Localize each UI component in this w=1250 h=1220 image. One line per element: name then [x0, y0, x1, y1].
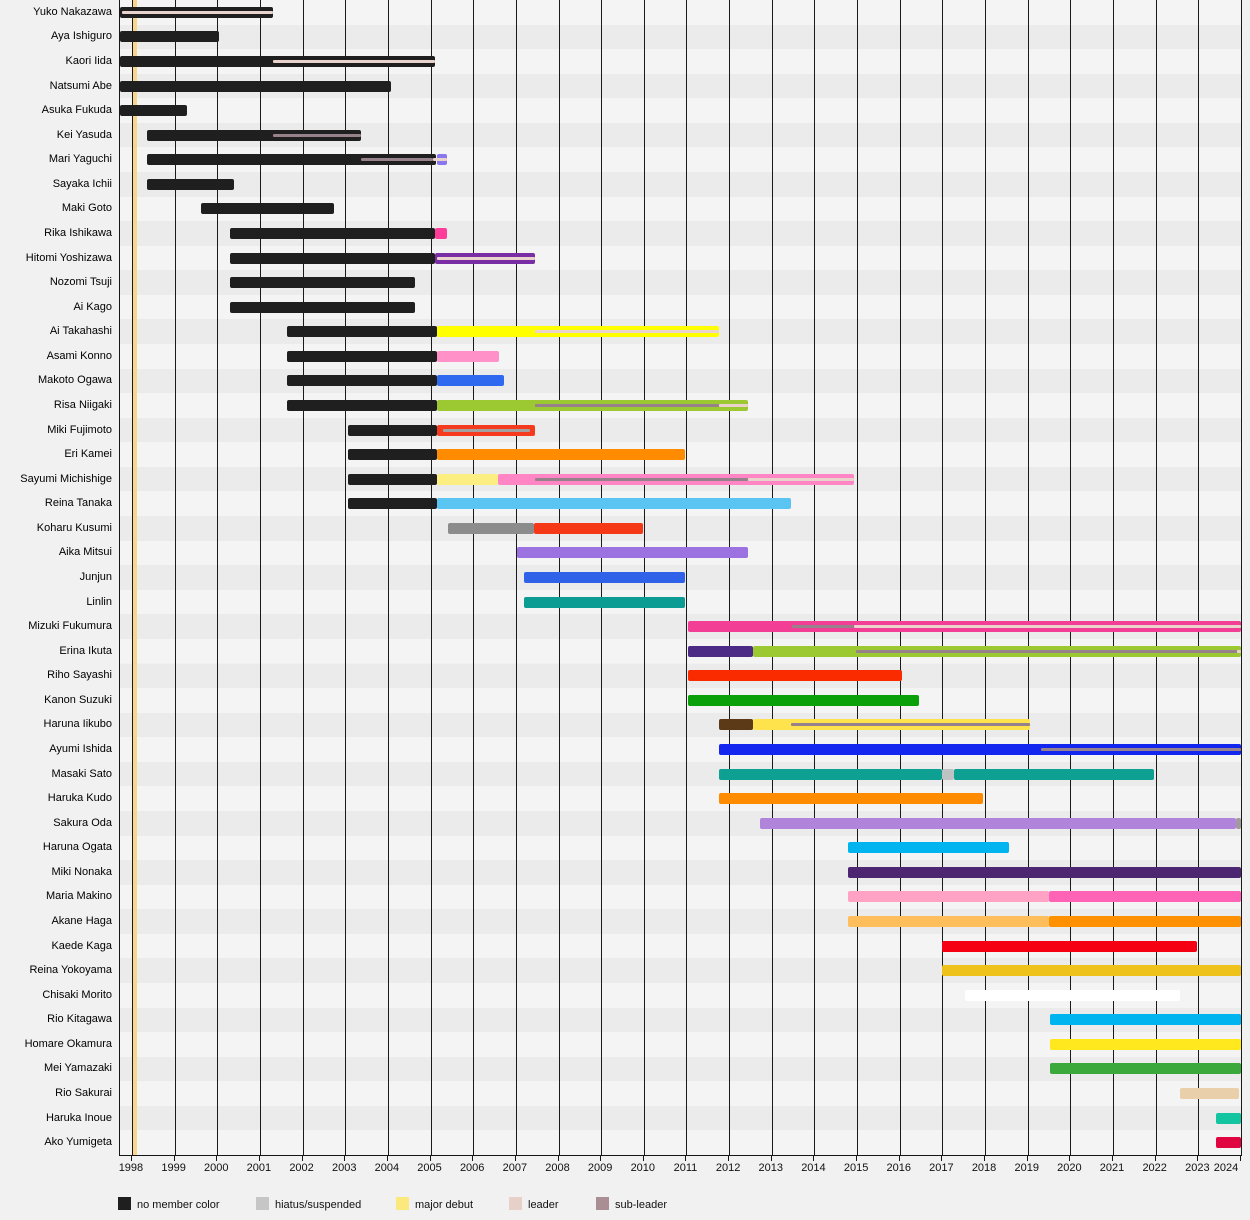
member-label: Reina Tanaka — [44, 497, 112, 510]
year-tick-label: 1999 — [161, 1162, 186, 1174]
year-gridline — [345, 0, 346, 1155]
tenure-bar-segment — [230, 277, 414, 288]
legend-item — [256, 1197, 361, 1212]
member-label: Asami Konno — [46, 349, 112, 362]
legend-item — [509, 1197, 559, 1212]
tenure-bar-segment — [348, 449, 436, 460]
tenure-bar-segment — [1216, 1137, 1241, 1148]
tenure-bar-segment — [287, 400, 437, 411]
year-gridline — [686, 0, 687, 1155]
year-tick — [1027, 1156, 1028, 1161]
role-stripe-subleader — [273, 134, 362, 137]
legend-label: no member color — [137, 1199, 220, 1211]
year-tick-label: 2011 — [673, 1162, 698, 1174]
role-stripe-subleader — [361, 158, 432, 161]
year-gridline — [1241, 0, 1242, 1155]
role-stripe-subleader — [1041, 748, 1241, 751]
year-tick-label: 2003 — [331, 1162, 357, 1174]
legend-swatch-icon — [396, 1197, 409, 1210]
tenure-bar-segment — [437, 449, 685, 460]
role-stripe-leader — [273, 60, 435, 63]
year-tick-label: 2021 — [1099, 1162, 1125, 1174]
year-tick-label: 1998 — [118, 1162, 144, 1174]
year-tick-label: 2023 — [1185, 1162, 1210, 1174]
member-label: Asuka Fukuda — [41, 104, 112, 117]
tenure-bar-segment — [719, 769, 942, 780]
tenure-bar-segment — [1049, 891, 1241, 902]
year-tick — [558, 1156, 559, 1161]
member-label: Sayaka Ichii — [52, 177, 112, 190]
row-band — [120, 836, 1241, 861]
year-tick — [259, 1156, 260, 1161]
year-tick-label: 2001 — [246, 1162, 272, 1174]
member-label: Kei Yasuda — [56, 128, 112, 141]
member-label: Mei Yamazaki — [43, 1062, 112, 1075]
tenure-bar-segment — [965, 990, 1180, 1001]
year-tick-label: 2022 — [1142, 1162, 1167, 1174]
member-label: Nozomi Tsuji — [49, 276, 112, 289]
member-label: Masaki Sato — [51, 767, 112, 780]
member-label: Ai Takahashi — [49, 325, 112, 338]
member-label: Linlin — [86, 595, 112, 608]
tenure-bar-segment — [524, 597, 685, 608]
member-label: Kaede Kaga — [51, 939, 112, 952]
year-gridline — [814, 0, 815, 1155]
tenure-bar-segment — [954, 769, 1154, 780]
role-stripe-leader — [433, 158, 447, 161]
member-label: Chisaki Morito — [42, 988, 112, 1001]
row-band — [120, 172, 1241, 197]
role-stripe-subleader — [856, 650, 1237, 653]
year-gridline — [303, 0, 304, 1155]
member-label: Eri Kamei — [64, 448, 112, 461]
year-gridline — [772, 0, 773, 1155]
member-label: Kanon Suzuki — [44, 693, 112, 706]
row-band — [120, 25, 1241, 50]
year-gridline — [729, 0, 730, 1155]
member-label: Maria Makino — [45, 890, 112, 903]
year-gridline — [388, 0, 389, 1155]
year-tick — [1155, 1156, 1156, 1161]
year-tick-label: 2000 — [204, 1162, 229, 1174]
member-label: Aika Mitsui — [58, 546, 112, 559]
tenure-bar-segment — [524, 572, 685, 583]
member-label: Sayumi Michishige — [20, 472, 112, 485]
year-tick — [515, 1156, 516, 1161]
member-label: Haruna Ogata — [42, 841, 112, 854]
tenure-bar-segment — [348, 474, 436, 485]
year-tick — [1069, 1156, 1070, 1161]
year-gridline — [516, 0, 517, 1155]
year-tick — [685, 1156, 686, 1161]
year-tick — [813, 1156, 814, 1161]
legend-item — [396, 1197, 473, 1212]
year-tick — [728, 1156, 729, 1161]
member-label: Haruka Kudo — [47, 792, 112, 805]
year-tick-label: 2004 — [374, 1162, 400, 1174]
member-label: Ayumi Ishida — [49, 743, 112, 756]
year-tick — [387, 1156, 388, 1161]
year-gridline — [942, 0, 943, 1155]
row-band — [120, 418, 1241, 443]
tenure-bar-segment — [287, 375, 437, 386]
row-band — [120, 713, 1241, 738]
year-tick — [899, 1156, 900, 1161]
legend-swatch-icon — [509, 1197, 522, 1210]
member-label: Haruka Inoue — [45, 1111, 112, 1124]
member-label: Homare Okamura — [24, 1037, 112, 1050]
member-label: Sakura Oda — [53, 816, 112, 829]
member-label: Aya Ishiguro — [51, 30, 112, 43]
member-label: Hitomi Yoshizawa — [25, 251, 112, 264]
tenure-bar-segment — [120, 105, 187, 116]
row-band — [120, 0, 1241, 25]
tenure-bar-segment — [1180, 1088, 1239, 1099]
year-tick-label: 2019 — [1014, 1162, 1039, 1174]
tenure-bar-segment — [719, 719, 754, 730]
row-band — [120, 98, 1241, 123]
role-stripe-hiatus — [443, 429, 530, 432]
member-label: Makoto Ogawa — [38, 374, 112, 387]
year-tick — [771, 1156, 772, 1161]
year-gridline — [1070, 0, 1071, 1155]
year-tick-label: 2014 — [801, 1162, 826, 1174]
year-tick — [984, 1156, 985, 1161]
member-label: Riho Sayashi — [47, 669, 112, 682]
role-stripe-leader — [122, 11, 273, 14]
legend-label: major debut — [415, 1199, 474, 1211]
year-gridline — [473, 0, 474, 1155]
tenure-bar-segment — [147, 179, 234, 190]
member-label: Rio Kitagawa — [47, 1013, 112, 1026]
legend-label: sub-leader — [615, 1199, 667, 1211]
year-tick-label: 2013 — [758, 1162, 784, 1174]
tenure-bar-segment — [120, 31, 219, 42]
year-tick-label: 2010 — [630, 1162, 656, 1174]
member-label: Rio Sakurai — [55, 1087, 112, 1100]
year-gridline — [1198, 0, 1199, 1155]
year-tick-label: 2008 — [545, 1162, 570, 1174]
legend-label: hiatus/suspended — [275, 1199, 362, 1211]
year-tick — [1197, 1156, 1198, 1161]
member-label: Rika Ishikawa — [44, 226, 112, 239]
year-tick — [1240, 1156, 1241, 1161]
member-label: Akane Haga — [51, 915, 112, 928]
tenure-bar-segment — [688, 670, 902, 681]
tenure-bar-segment — [942, 941, 1198, 952]
year-tick — [856, 1156, 857, 1161]
tenure-bar-segment — [1216, 1113, 1241, 1124]
row-band — [120, 664, 1241, 689]
year-tick-label: 2007 — [502, 1162, 528, 1174]
tenure-bar-segment — [435, 228, 447, 239]
tenure-bar-segment — [942, 769, 954, 780]
year-tick — [941, 1156, 942, 1161]
year-tick-label: 2012 — [715, 1162, 741, 1174]
tenure-bar-segment — [348, 498, 436, 509]
tenure-bar-segment — [120, 81, 391, 92]
year-tick — [643, 1156, 644, 1161]
tenure-bar-segment — [848, 891, 1049, 902]
year-gridline — [175, 0, 176, 1155]
tenure-bar-segment — [848, 867, 1241, 878]
tenure-bar-segment — [437, 498, 791, 509]
year-tick — [216, 1156, 217, 1161]
legend-swatch-icon — [256, 1197, 269, 1210]
row-band — [120, 1130, 1241, 1155]
year-gridline — [1113, 0, 1114, 1155]
year-tick — [430, 1156, 431, 1161]
member-label: Koharu Kusumi — [36, 521, 112, 534]
legend-swatch-icon — [596, 1197, 609, 1210]
member-label: Miki Fujimoto — [47, 423, 112, 436]
tenure-bar-segment — [1236, 818, 1241, 829]
tenure-bar-segment — [437, 474, 498, 485]
member-label: Yuko Nakazawa — [33, 5, 112, 18]
year-tick — [131, 1156, 132, 1161]
tenure-bar-segment — [287, 351, 437, 362]
tenure-bar-segment — [287, 326, 437, 337]
member-label: Haruna Iikubo — [43, 718, 112, 731]
year-tick — [302, 1156, 303, 1161]
tenure-bar-segment — [719, 793, 983, 804]
member-label: Ako Yumigeta — [44, 1136, 112, 1149]
tenure-bar-segment — [1050, 1063, 1241, 1074]
tenure-bar-segment — [1049, 916, 1241, 927]
role-stripe-subleader — [791, 723, 1030, 726]
year-tick-label: 2005 — [417, 1162, 442, 1174]
role-stripe-leader — [854, 625, 1240, 628]
row-band — [120, 516, 1241, 541]
tenure-bar-segment — [1050, 1014, 1241, 1025]
year-tick — [344, 1156, 345, 1161]
row-band — [120, 1081, 1241, 1106]
year-gridline — [900, 0, 901, 1155]
year-tick — [472, 1156, 473, 1161]
role-stripe-subleader — [792, 625, 854, 628]
year-gridline — [217, 0, 218, 1155]
year-tick-label: 2006 — [459, 1162, 485, 1174]
tenure-bar-segment — [942, 965, 1241, 976]
tenure-bar-segment — [437, 351, 499, 362]
role-stripe-leader — [535, 330, 719, 333]
tenure-bar-segment — [437, 375, 504, 386]
year-gridline — [1156, 0, 1157, 1155]
row-band — [120, 688, 1241, 713]
role-stripe-leader — [1237, 650, 1241, 653]
plot-area — [119, 0, 1242, 1156]
year-tick-label: 2024 — [1213, 1162, 1239, 1174]
tenure-bar-segment — [848, 842, 1009, 853]
member-label: Risa Niigaki — [53, 398, 112, 411]
tenure-bar-segment — [688, 695, 919, 706]
tenure-bar-segment — [534, 523, 642, 534]
major-debut-line — [133, 0, 137, 1155]
year-tick-label: 2020 — [1057, 1162, 1082, 1174]
tenure-bar-segment — [230, 302, 414, 313]
year-tick — [1112, 1156, 1113, 1161]
tenure-bar-segment — [201, 203, 333, 214]
year-tick — [600, 1156, 601, 1161]
year-tick — [174, 1156, 175, 1161]
role-stripe-leader — [719, 404, 748, 407]
member-label: Kaori Iida — [65, 54, 112, 67]
role-stripe-subleader — [535, 404, 719, 407]
tenure-bar-segment — [517, 547, 748, 558]
tenure-bar-segment — [348, 425, 436, 436]
member-label: Maki Goto — [61, 202, 112, 215]
year-gridline — [1028, 0, 1029, 1155]
year-tick-label: 2016 — [886, 1162, 911, 1174]
member-label: Junjun — [79, 571, 112, 583]
year-tick-label: 2009 — [587, 1162, 613, 1174]
year-gridline — [985, 0, 986, 1155]
member-label: Erina Ikuta — [59, 644, 112, 657]
tenure-bar-segment — [760, 818, 1236, 829]
tenure-bar-segment — [448, 523, 535, 534]
member-label: Miki Nonaka — [51, 865, 112, 878]
year-gridline — [260, 0, 261, 1155]
tenure-bar-segment — [230, 228, 434, 239]
tenure-bar-segment — [848, 916, 1049, 927]
year-tick-label: 2017 — [929, 1162, 954, 1174]
year-tick-label: 2002 — [289, 1162, 314, 1174]
year-tick-label: 2015 — [843, 1162, 869, 1174]
row-band — [120, 1106, 1241, 1131]
legend-item — [596, 1197, 667, 1212]
role-stripe-subleader — [535, 478, 748, 481]
legend-swatch-icon — [118, 1197, 131, 1210]
legend-item — [118, 1197, 220, 1212]
year-tick-label: 2018 — [971, 1162, 997, 1174]
member-label: Ai Kago — [73, 300, 112, 313]
tenure-bar-segment — [1050, 1039, 1241, 1050]
year-gridline — [431, 0, 432, 1155]
legend-label: leader — [528, 1199, 559, 1211]
row-band — [120, 786, 1241, 811]
member-label: Natsumi Abe — [49, 79, 112, 92]
member-label: Reina Yokoyama — [29, 964, 112, 977]
tenure-bar-segment — [688, 646, 754, 657]
role-stripe-leader — [748, 478, 854, 481]
tenure-bar-segment — [230, 253, 434, 264]
member-label: Mizuki Fukumura — [28, 620, 112, 633]
year-gridline — [857, 0, 858, 1155]
member-label: Mari Yaguchi — [48, 153, 112, 166]
role-stripe-leader — [437, 257, 536, 260]
